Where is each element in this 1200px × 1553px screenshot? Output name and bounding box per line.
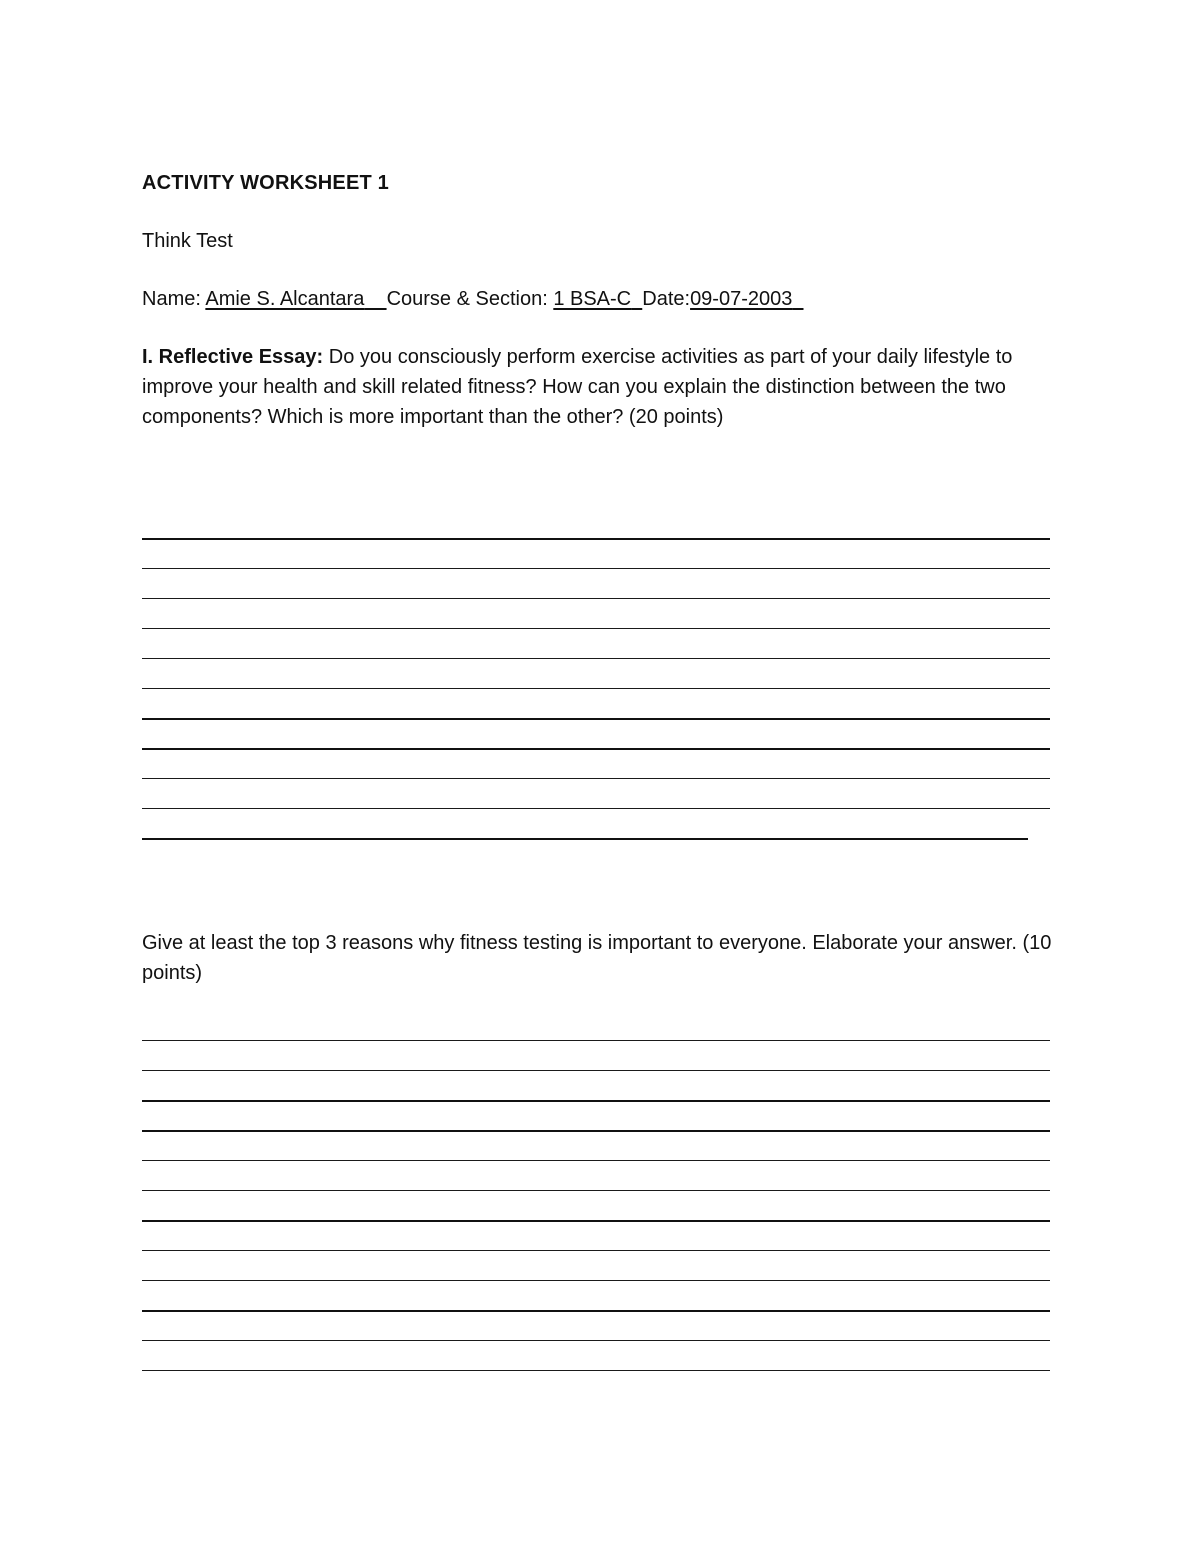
answer-line[interactable] bbox=[142, 1160, 1050, 1161]
course-value: 1 BSA-C bbox=[553, 288, 632, 310]
question-2: Give at least the top 3 reasons why fitness testing is important to everyone. Elaborate your answer. (10 points) bbox=[142, 932, 1052, 984]
answer-line[interactable] bbox=[142, 628, 1050, 629]
name-value: Amie S. Alcantara bbox=[205, 288, 365, 310]
student-info-line bbox=[142, 284, 804, 314]
worksheet-subtitle: Think Test bbox=[142, 230, 233, 252]
answer-line[interactable] bbox=[142, 1220, 1050, 1222]
answer-line[interactable] bbox=[142, 1070, 1050, 1071]
answer-line[interactable] bbox=[142, 1370, 1050, 1371]
answer-line[interactable] bbox=[142, 718, 1050, 720]
answer-line[interactable] bbox=[142, 748, 1050, 750]
date-value: 09-07-2003 bbox=[690, 288, 793, 310]
answer-line[interactable] bbox=[142, 598, 1050, 599]
answer-line[interactable] bbox=[142, 1250, 1050, 1251]
course-underline-gap bbox=[631, 288, 642, 310]
date-label: Date: bbox=[642, 288, 691, 310]
date-underline-gap bbox=[792, 288, 803, 310]
answer-line[interactable] bbox=[142, 1340, 1050, 1341]
answer-line[interactable] bbox=[142, 1040, 1050, 1041]
answer-line[interactable] bbox=[142, 658, 1050, 659]
answer-line[interactable] bbox=[142, 568, 1050, 569]
answer-line[interactable] bbox=[142, 778, 1050, 779]
worksheet-title: ACTIVITY WORKSHEET 1 bbox=[142, 172, 389, 194]
answer-line[interactable] bbox=[142, 808, 1050, 809]
answer-line[interactable] bbox=[142, 1100, 1050, 1102]
answer-line[interactable] bbox=[142, 1280, 1050, 1281]
name-underline-gap bbox=[364, 288, 386, 310]
name-label: Name: bbox=[142, 288, 206, 310]
answer-line[interactable] bbox=[142, 1190, 1050, 1191]
question-1-text: Do you consciously perform exercise activities as part of your daily lifestyle to improve your health and skill related fitness? How can you explain the distinction between the two components? Which is more important than the other? (20 points) bbox=[142, 346, 1013, 428]
question-1 bbox=[142, 342, 1062, 432]
answer-line[interactable] bbox=[142, 1130, 1050, 1132]
answer-line[interactable] bbox=[142, 538, 1050, 540]
course-label: Course & Section: bbox=[386, 288, 554, 310]
question-1-label: I. Reflective Essay: bbox=[142, 346, 324, 368]
answer-line[interactable] bbox=[142, 838, 1028, 840]
answer-line[interactable] bbox=[142, 688, 1050, 689]
answer-line[interactable] bbox=[142, 1310, 1050, 1312]
